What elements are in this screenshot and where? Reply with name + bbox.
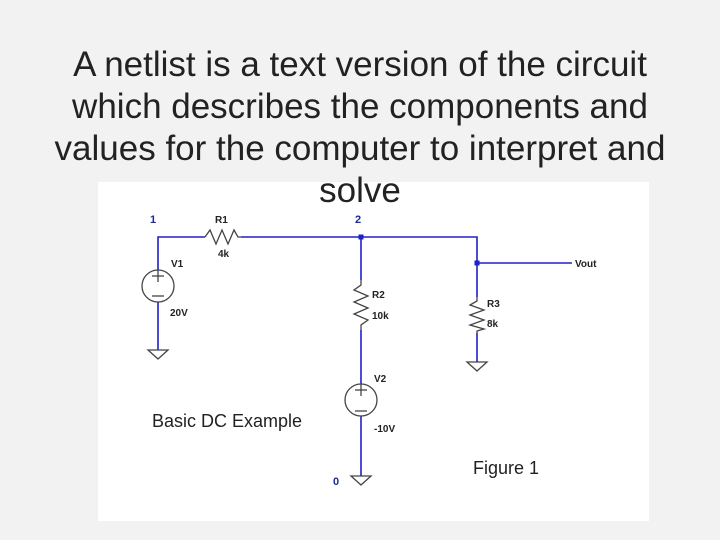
- title-line-1: A netlist is a text version of the circuit: [73, 45, 647, 84]
- v2-value: -10V: [374, 424, 396, 435]
- resistor-r3: [470, 297, 484, 333]
- v1-value: 20V: [170, 308, 188, 319]
- v1-name: V1: [171, 259, 184, 270]
- voltage-source-v1: [142, 270, 174, 302]
- figure-label: Figure 1: [473, 458, 540, 478]
- node-label-vout: Vout: [575, 259, 597, 270]
- title-line-2: which describes the components and: [72, 87, 648, 126]
- node-label-2: 2: [355, 214, 362, 226]
- r2-value: 10k: [372, 311, 389, 322]
- slide-title: [0, 44, 720, 212]
- ground-symbol-r3: [467, 362, 487, 371]
- wire-top: [241, 237, 477, 297]
- v2-name: V2: [374, 374, 387, 385]
- resistor-r1: [205, 230, 241, 244]
- ground-symbol-v2: [351, 476, 371, 485]
- ground-symbol-v1: [148, 350, 168, 359]
- voltage-source-v2: [345, 384, 377, 416]
- r2-name: R2: [372, 290, 385, 301]
- node-label-1: 1: [150, 214, 157, 226]
- circuit-caption: Basic DC Example: [152, 411, 303, 431]
- wires: [158, 237, 572, 476]
- junction-node-2: [359, 235, 364, 240]
- title-line-4: solve: [319, 171, 401, 210]
- node-label-0: 0: [333, 476, 340, 488]
- r3-name: R3: [487, 299, 500, 310]
- r1-name: R1: [215, 215, 228, 226]
- title-line-3: values for the computer to interpret and: [54, 129, 666, 168]
- junction-vout: [475, 261, 480, 266]
- resistor-r2: [354, 280, 368, 330]
- r3-value: 8k: [487, 319, 499, 330]
- r1-value: 4k: [218, 249, 230, 260]
